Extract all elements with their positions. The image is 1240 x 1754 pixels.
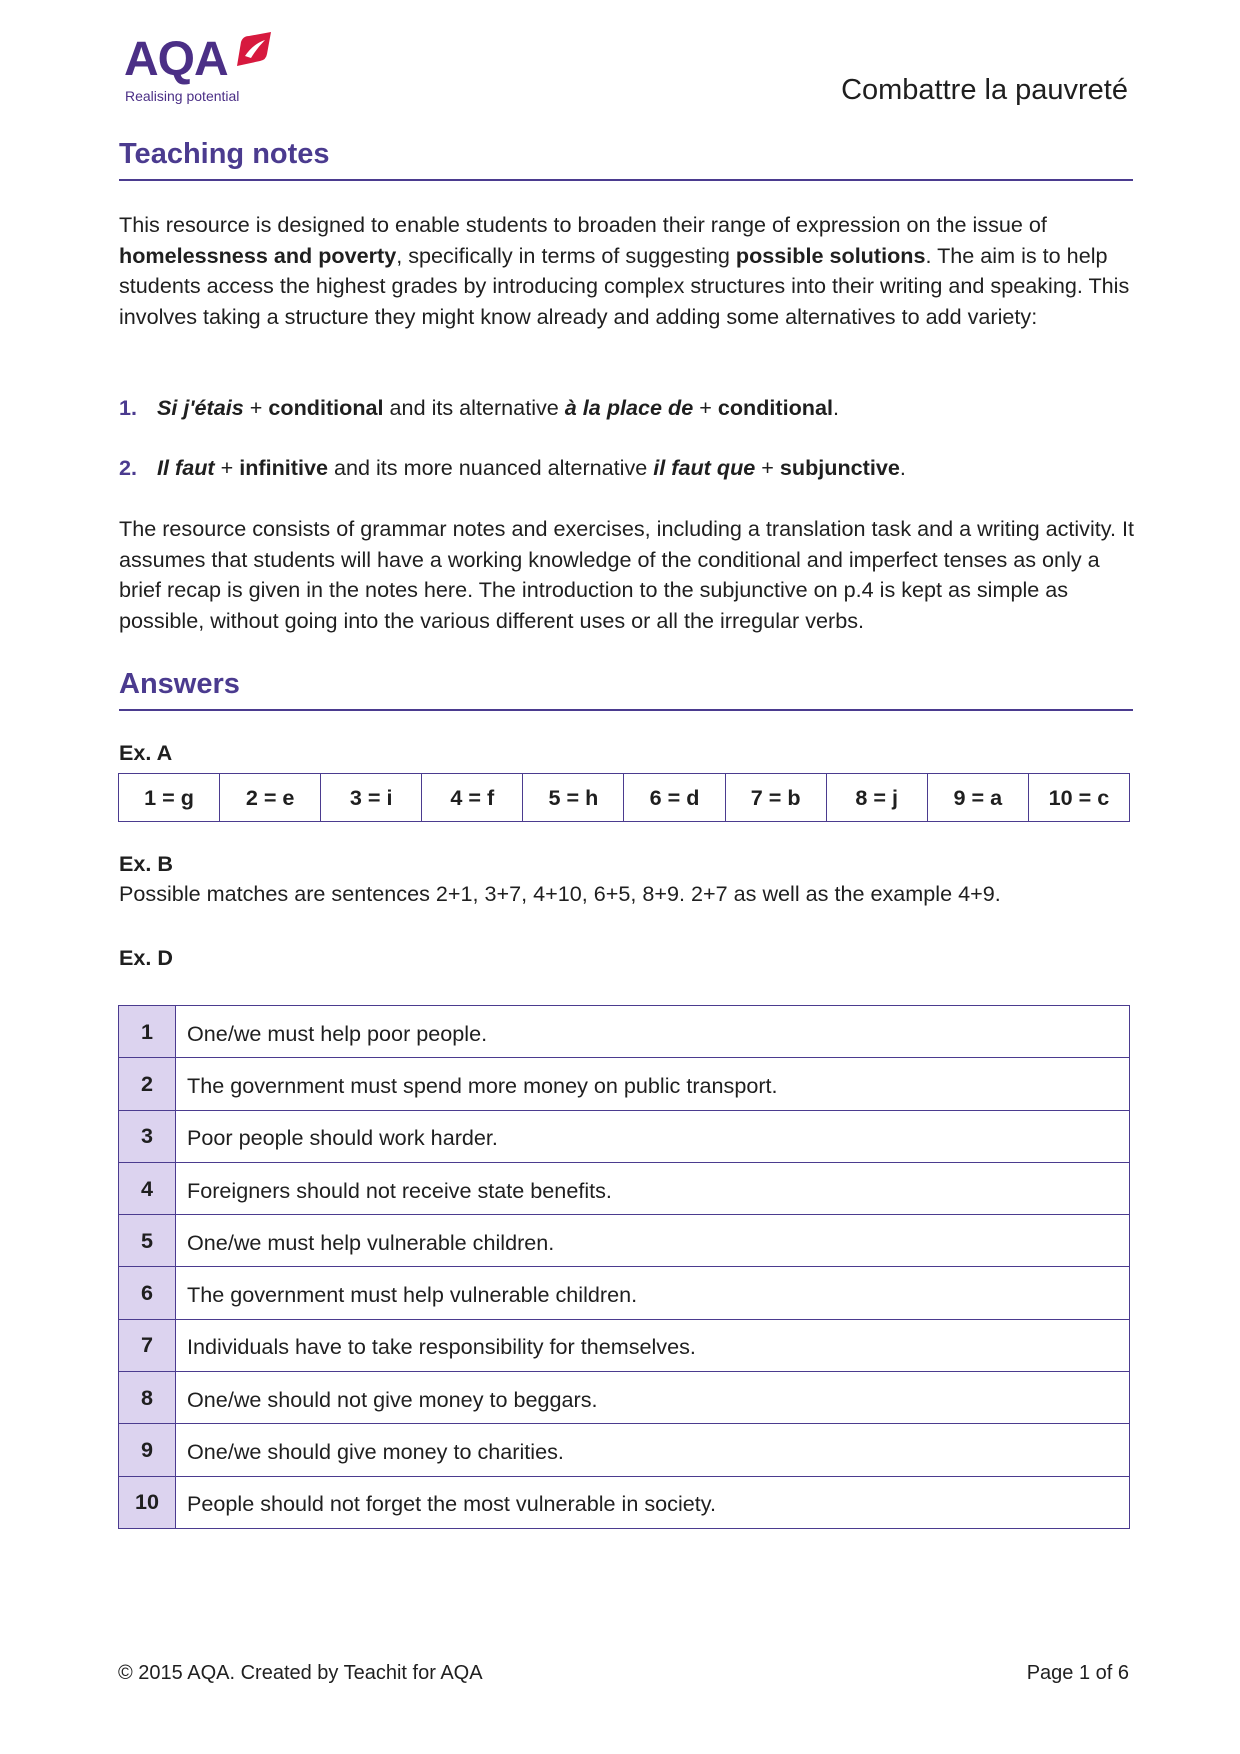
intro-text-run: homelessness and poverty bbox=[119, 242, 397, 268]
row-number: 2 bbox=[119, 1058, 176, 1110]
point-text-run: Si j'étais bbox=[157, 395, 244, 420]
point-text-run: conditional bbox=[268, 395, 384, 420]
row-number: 3 bbox=[119, 1110, 176, 1162]
teaching-notes-heading: Teaching notes bbox=[119, 138, 1133, 181]
table-row bbox=[119, 1476, 1130, 1528]
intro-text-run: . The aim is to help students access the highest grades by introducing complex structures into their writing and speaking. This involves taking a structure they might know already and adding some alternatives to add variety: bbox=[119, 242, 1130, 329]
point-text-run: infinitive bbox=[239, 455, 328, 480]
ex-b-answer-text: Possible matches are sentences 2+1, 3+7, 4+10, 6+5, 8+9. 2+7 as well as the example 4+9. bbox=[119, 881, 1001, 906]
table-row bbox=[119, 1319, 1130, 1371]
table-row bbox=[119, 1267, 1130, 1319]
structure-point-1 bbox=[119, 393, 1134, 423]
row-number: 9 bbox=[119, 1424, 176, 1476]
answer-cell: 9 = a bbox=[927, 774, 1028, 822]
answer-cell: 6 = d bbox=[624, 774, 725, 822]
point-text-run: Il faut bbox=[157, 455, 215, 480]
document-title: Combattre la pauvreté bbox=[841, 74, 1128, 106]
answer-cell: 1 = g bbox=[119, 774, 220, 822]
ex-d-label: Ex. D bbox=[119, 945, 174, 970]
row-number: 4 bbox=[119, 1162, 176, 1214]
table-row bbox=[119, 1424, 1130, 1476]
row-sentence: One/we must help poor people. bbox=[176, 1006, 1130, 1058]
row-sentence: Individuals have to take responsibility for themselves. bbox=[176, 1319, 1130, 1371]
table-row bbox=[119, 1372, 1130, 1424]
ex-d-translation-table bbox=[118, 1005, 1130, 1529]
point-text-run: + bbox=[755, 455, 780, 480]
point-number: 2. bbox=[119, 455, 138, 480]
point-text-run: il faut que bbox=[653, 455, 756, 480]
footer-page-number: Page 1 of 6 bbox=[1026, 1662, 1129, 1684]
row-sentence: People should not forget the most vulnerable in society. bbox=[176, 1476, 1130, 1528]
answer-cell: 3 = i bbox=[321, 774, 422, 822]
point-text-run: conditional bbox=[717, 395, 834, 420]
answer-cell: 8 = j bbox=[826, 774, 927, 822]
row-number: 6 bbox=[119, 1267, 176, 1319]
point-text-run: and its more nuanced alternative bbox=[327, 455, 654, 480]
row-sentence: One/we should not give money to beggars. bbox=[176, 1372, 1130, 1424]
table-row bbox=[119, 1006, 1130, 1058]
table-row bbox=[119, 1215, 1130, 1267]
answer-cell: 4 = f bbox=[422, 774, 523, 822]
intro-text-run: possible solutions bbox=[735, 242, 926, 268]
logo-tagline: Realising potential bbox=[125, 88, 240, 104]
row-sentence: The government must help vulnerable children. bbox=[176, 1267, 1130, 1319]
row-sentence: Foreigners should not receive state benefits. bbox=[176, 1162, 1130, 1214]
point-text-run: . bbox=[833, 395, 840, 420]
row-number: 5 bbox=[119, 1215, 176, 1267]
table-row bbox=[119, 1058, 1130, 1110]
ex-a-answer-table bbox=[118, 773, 1130, 822]
row-number: 1 bbox=[119, 1006, 176, 1058]
row-number: 8 bbox=[119, 1372, 176, 1424]
point-text-run: and its alternative bbox=[383, 395, 565, 420]
answers-heading: Answers bbox=[119, 668, 1133, 711]
point-text-run: . bbox=[899, 455, 906, 480]
answer-cell: 5 = h bbox=[523, 774, 624, 822]
answer-cell: 10 = c bbox=[1028, 774, 1129, 822]
aqa-logo bbox=[124, 32, 284, 107]
table-row bbox=[119, 774, 1130, 822]
row-sentence: The government must spend more money on public transport. bbox=[176, 1058, 1130, 1110]
answer-cell: 2 = e bbox=[220, 774, 321, 822]
point-text-run: + bbox=[214, 455, 240, 480]
logo-text: AQA bbox=[124, 33, 228, 86]
point-text-run: + bbox=[693, 395, 718, 420]
point-number: 1. bbox=[119, 395, 138, 420]
table-row bbox=[119, 1162, 1130, 1214]
point-text-run: + bbox=[243, 395, 269, 420]
logo-swoosh-icon bbox=[231, 32, 273, 68]
row-sentence: One/we must help vulnerable children. bbox=[176, 1215, 1130, 1267]
table-row bbox=[119, 1110, 1130, 1162]
footer-copyright: © 2015 AQA. Created by Teachit for AQA bbox=[118, 1662, 483, 1684]
row-sentence: One/we should give money to charities. bbox=[176, 1424, 1130, 1476]
intro-paragraph bbox=[119, 210, 1134, 332]
intro-text-run: , specifically in terms of suggesting bbox=[396, 242, 736, 268]
ex-a-label: Ex. A bbox=[119, 740, 173, 765]
row-sentence: Poor people should work harder. bbox=[176, 1110, 1130, 1162]
row-number: 10 bbox=[119, 1476, 176, 1528]
point-text-run: à la place de bbox=[564, 395, 694, 420]
row-number: 7 bbox=[119, 1319, 176, 1371]
point-text-run: subjunctive bbox=[779, 455, 900, 480]
resource-description: The resource consists of grammar notes and exercises, including a translation task and a writing activity. It assumes that students will have a working knowledge of the conditional and imperfect tenses as only a brief recap is given in the notes here. The introduction to the subjunctive on p.4 is kept as simple as possible, without going into the various different uses or all the irregular verbs. bbox=[119, 516, 1134, 633]
answer-cell: 7 = b bbox=[725, 774, 826, 822]
ex-b-label: Ex. B bbox=[119, 851, 174, 876]
intro-text-run: This resource is designed to enable students to broaden their range of expression on the issue of bbox=[119, 212, 1047, 237]
structure-point-2 bbox=[119, 453, 1134, 483]
